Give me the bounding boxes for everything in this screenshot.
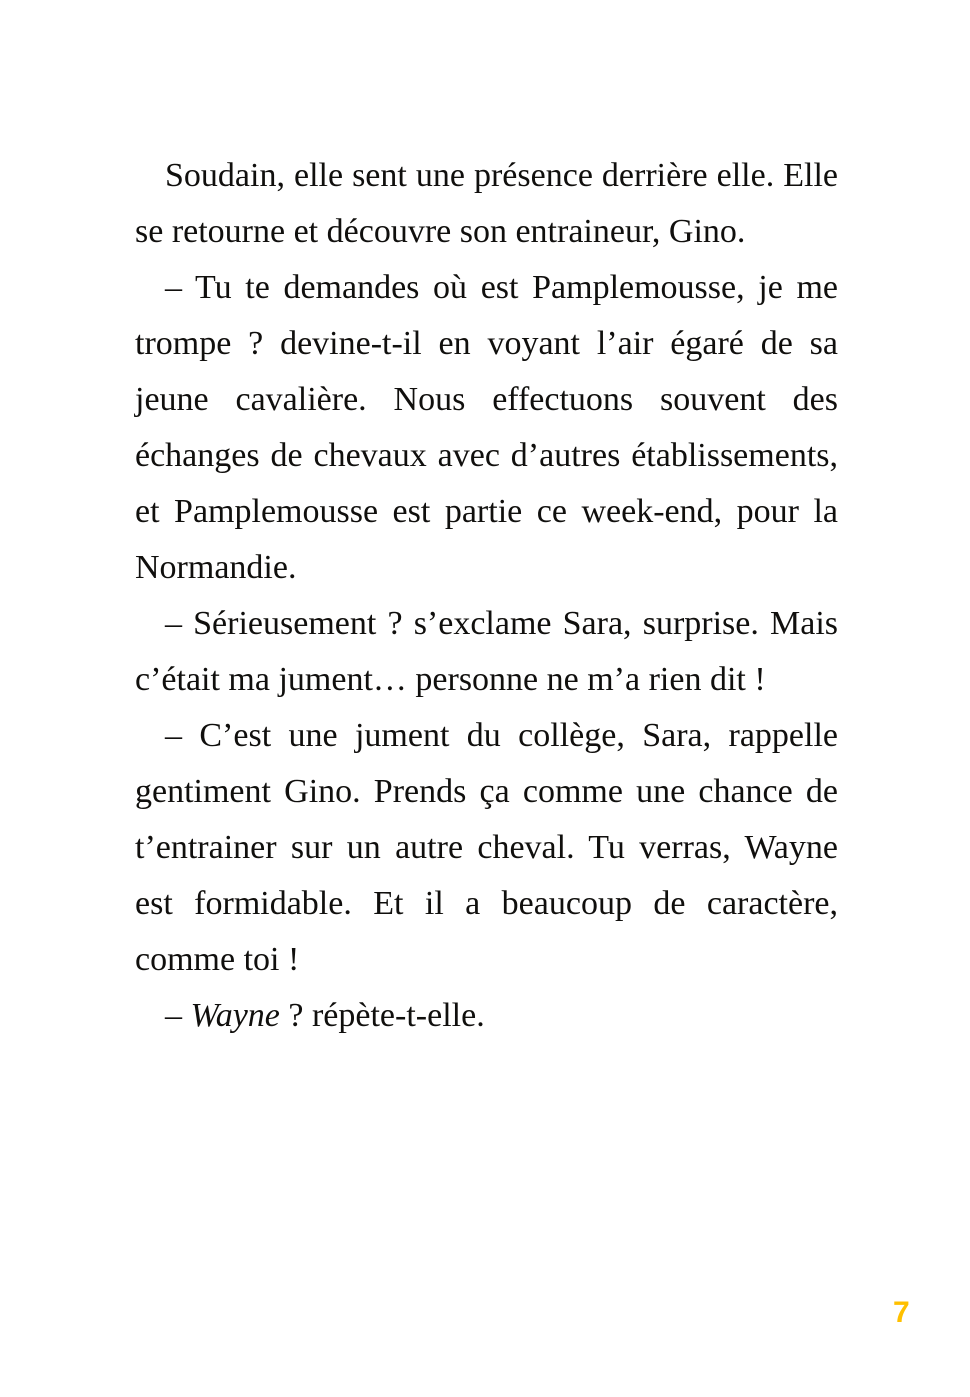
dialogue-tail: ? répète-t-elle.: [279, 997, 485, 1034]
page-number: 7: [893, 1296, 910, 1329]
emphasised-name: Wayne: [190, 997, 280, 1034]
paragraph-dialogue-gino-2: – C’est une jument du collège, Sara, rappelle gentiment Gino. Prends ça comme une chance de t’entrainer sur un autre cheval. Tu verras, Wayne est formidable. Et il a beaucoup de caractère, comme toi !: [135, 717, 838, 978]
page-text-block: [135, 148, 838, 1044]
paragraph-dialogue-sara-1: – Sérieusement ? s’exclame Sara, surprise. Mais c’était ma jument… personne ne m’a rien dit !: [135, 605, 838, 698]
paragraph-dialogue-gino-1: – Tu te demandes où est Pamplemousse, je me trompe ? devine-t-il en voyant l’air égaré de sa jeune cavalière. Nous effectuons souvent des échanges de chevaux avec d’autres établissements, et Pamplemousse est partie ce week-end, pour la Normandie.: [135, 269, 838, 586]
paragraph-narration: Soudain, elle sent une présence derrière elle. Elle se retourne et découvre son entraineur, Gino.: [135, 157, 838, 250]
dialogue-dash: –: [165, 997, 191, 1034]
paragraph-dialogue-sara-2: [135, 988, 838, 1044]
